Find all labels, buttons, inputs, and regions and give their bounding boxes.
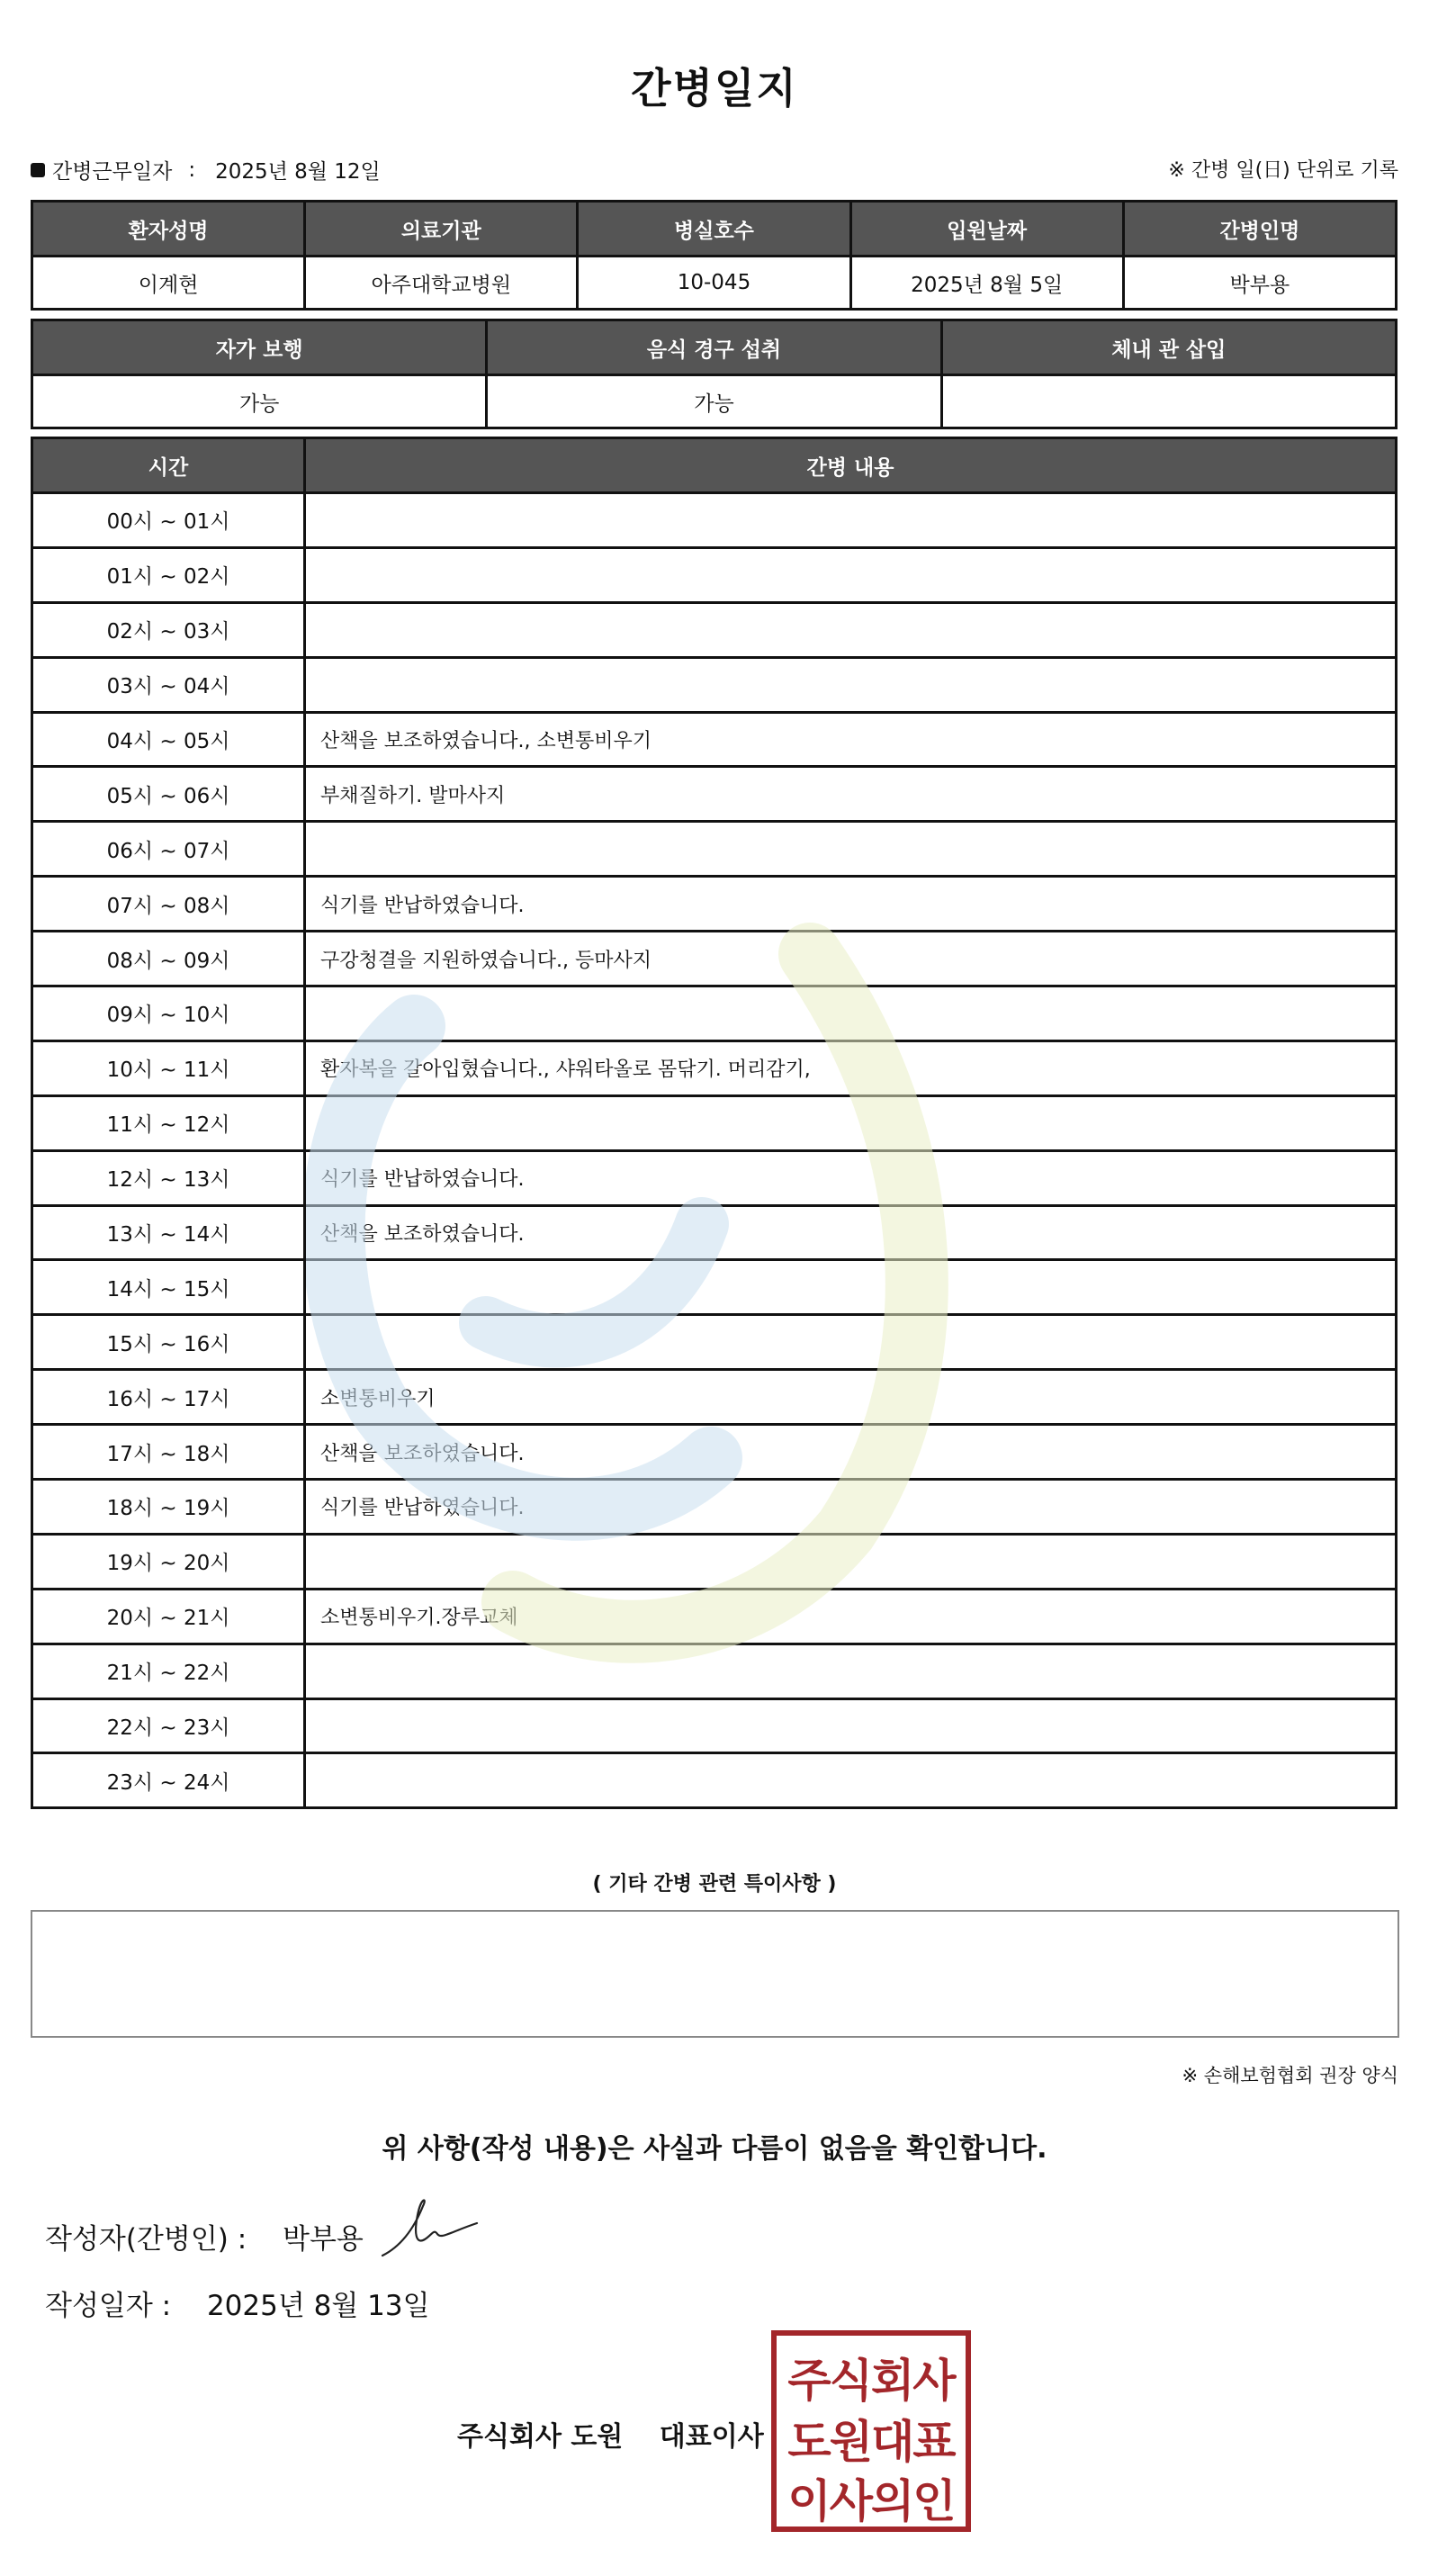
work-date — [31, 155, 381, 185]
log-content: 산책을 보조하였습니다. — [305, 1425, 1397, 1480]
log-row — [32, 602, 1397, 657]
log-time: 22시 ~ 23시 — [32, 1698, 305, 1753]
log-time: 01시 ~ 02시 — [32, 547, 305, 602]
log-content: 부채질하기. 발마사지 — [305, 767, 1397, 822]
log-time: 03시 ~ 04시 — [32, 657, 305, 712]
log-time: 20시 ~ 21시 — [32, 1589, 305, 1644]
svg-text:도원대표: 도원대표 — [787, 2416, 955, 2468]
log-row — [32, 1205, 1397, 1260]
patient-name: 이계현 — [32, 257, 305, 310]
company-line — [457, 2414, 764, 2454]
log-time: 16시 ~ 17시 — [32, 1370, 305, 1425]
log-time: 12시 ~ 13시 — [32, 1150, 305, 1205]
care-log-table — [31, 437, 1398, 1809]
log-content: 산책을 보조하였습니다., 소변통비우기 — [305, 712, 1397, 767]
writer-name: 박부용 — [283, 2223, 364, 2256]
header-self-walking: 자가 보행 — [32, 320, 487, 375]
log-content — [305, 822, 1397, 877]
log-content — [305, 1644, 1397, 1698]
log-row — [32, 712, 1397, 767]
log-row — [32, 1095, 1397, 1150]
log-row — [32, 932, 1397, 986]
log-row — [32, 877, 1397, 932]
log-time: 05시 ~ 06시 — [32, 767, 305, 822]
company-role: 대표이사 — [659, 2421, 764, 2453]
log-content — [305, 1095, 1397, 1150]
log-row — [32, 767, 1397, 822]
tube-insertion-value — [941, 375, 1396, 428]
document-title: 간병일지 — [631, 64, 798, 113]
log-time: 09시 ~ 10시 — [32, 986, 305, 1041]
log-row — [32, 1425, 1397, 1480]
bullet-square-icon — [31, 163, 45, 177]
log-time: 19시 ~ 20시 — [32, 1534, 305, 1589]
log-content — [305, 547, 1397, 602]
company-name: 주식회사 도원 — [457, 2421, 624, 2453]
hospital-name: 아주대학교병원 — [305, 257, 578, 310]
log-time: 07시 ~ 08시 — [32, 877, 305, 932]
log-row — [32, 1315, 1397, 1370]
header-admission-date: 입원날짜 — [850, 202, 1123, 257]
log-content — [305, 986, 1397, 1041]
log-time: 15시 ~ 16시 — [32, 1315, 305, 1370]
log-row — [32, 493, 1397, 548]
log-row — [32, 1698, 1397, 1753]
work-date-separator: : — [188, 158, 196, 182]
log-content: 식기를 반납하였습니다. — [305, 877, 1397, 932]
log-time: 10시 ~ 11시 — [32, 1040, 305, 1095]
work-date-value: 2025년 8월 12일 — [215, 160, 381, 184]
work-date-label: 간병근무일자 — [52, 160, 173, 184]
write-date-line — [45, 2283, 430, 2323]
log-row — [32, 1260, 1397, 1315]
log-time: 04시 ~ 05시 — [32, 712, 305, 767]
patient-info-table — [31, 200, 1398, 311]
oral-intake-value: 가능 — [487, 375, 941, 428]
log-time: 02시 ~ 03시 — [32, 602, 305, 657]
unit-note: ※ 간병 일(日) 단위로 기록 — [1168, 159, 1398, 182]
log-content — [305, 1753, 1397, 1808]
room-number: 10-045 — [578, 257, 850, 310]
log-content: 산책을 보조하였습니다. — [305, 1205, 1397, 1260]
log-content: 소변통비우기 — [305, 1370, 1397, 1425]
log-content — [305, 602, 1397, 657]
caregiver-name: 박부용 — [1123, 257, 1396, 310]
log-content: 식기를 반납하였습니다. — [305, 1480, 1397, 1535]
log-time: 06시 ~ 07시 — [32, 822, 305, 877]
write-date-value: 2025년 8월 13일 — [206, 2290, 430, 2322]
insurance-note: ※ 손해보험협회 권장 양식 — [1182, 2065, 1398, 2086]
log-time: 13시 ~ 14시 — [32, 1205, 305, 1260]
log-time: 00시 ~ 01시 — [32, 493, 305, 548]
log-content: 환자복을 갈아입혔습니다., 샤워타올로 몸닦기. 머리감기, — [305, 1040, 1397, 1095]
header-hospital: 의료기관 — [305, 202, 578, 257]
header-time: 시간 — [32, 438, 305, 493]
header-care-content: 간병 내용 — [305, 438, 1397, 493]
admission-date: 2025년 8월 5일 — [850, 257, 1123, 310]
log-row — [32, 822, 1397, 877]
log-content: 구강청결을 지원하였습니다., 등마사지 — [305, 932, 1397, 986]
header-tube-insertion: 체내 관 삽입 — [941, 320, 1396, 375]
confirmation-statement: 위 사항(작성 내용)은 사실과 다름이 없음을 확인합니다. — [382, 2133, 1047, 2165]
log-row — [32, 657, 1397, 712]
company-seal-stamp — [770, 2329, 972, 2533]
log-time: 14시 ~ 15시 — [32, 1260, 305, 1315]
log-row — [32, 1480, 1397, 1535]
header-room: 병실호수 — [578, 202, 850, 257]
log-time: 11시 ~ 12시 — [32, 1095, 305, 1150]
log-time: 17시 ~ 18시 — [32, 1425, 305, 1480]
log-content — [305, 1260, 1397, 1315]
log-row — [32, 986, 1397, 1041]
svg-text:이사의인: 이사의인 — [787, 2475, 955, 2527]
log-content — [305, 657, 1397, 712]
log-row — [32, 1040, 1397, 1095]
special-notes-title: ( 기타 간병 관련 특이사항 ) — [592, 1873, 837, 1896]
self-walking-value: 가능 — [32, 375, 487, 428]
log-row — [32, 1753, 1397, 1808]
log-row — [32, 1534, 1397, 1589]
log-row — [32, 1150, 1397, 1205]
header-oral-intake: 음식 경구 섭취 — [487, 320, 941, 375]
log-row — [32, 547, 1397, 602]
log-content — [305, 1534, 1397, 1589]
svg-text:주식회사: 주식회사 — [787, 2355, 955, 2407]
signature — [378, 2193, 486, 2265]
log-row — [32, 1644, 1397, 1698]
writer-line — [45, 2216, 364, 2256]
header-patient-name: 환자성명 — [32, 202, 305, 257]
log-content: 식기를 반납하였습니다. — [305, 1150, 1397, 1205]
writer-label: 작성자(간병인) : — [45, 2223, 247, 2256]
log-content — [305, 1698, 1397, 1753]
log-content — [305, 493, 1397, 548]
write-date-label: 작성일자 : — [45, 2290, 172, 2322]
log-row — [32, 1589, 1397, 1644]
log-content: 소변통비우기.장루교체 — [305, 1589, 1397, 1644]
log-time: 21시 ~ 22시 — [32, 1644, 305, 1698]
log-time: 08시 ~ 09시 — [32, 932, 305, 986]
log-time: 23시 ~ 24시 — [32, 1753, 305, 1808]
log-row — [32, 1370, 1397, 1425]
special-notes-box — [31, 1910, 1399, 2038]
log-time: 18시 ~ 19시 — [32, 1480, 305, 1535]
log-content — [305, 1315, 1397, 1370]
patient-status-table — [31, 319, 1398, 429]
header-caregiver: 간병인명 — [1123, 202, 1396, 257]
